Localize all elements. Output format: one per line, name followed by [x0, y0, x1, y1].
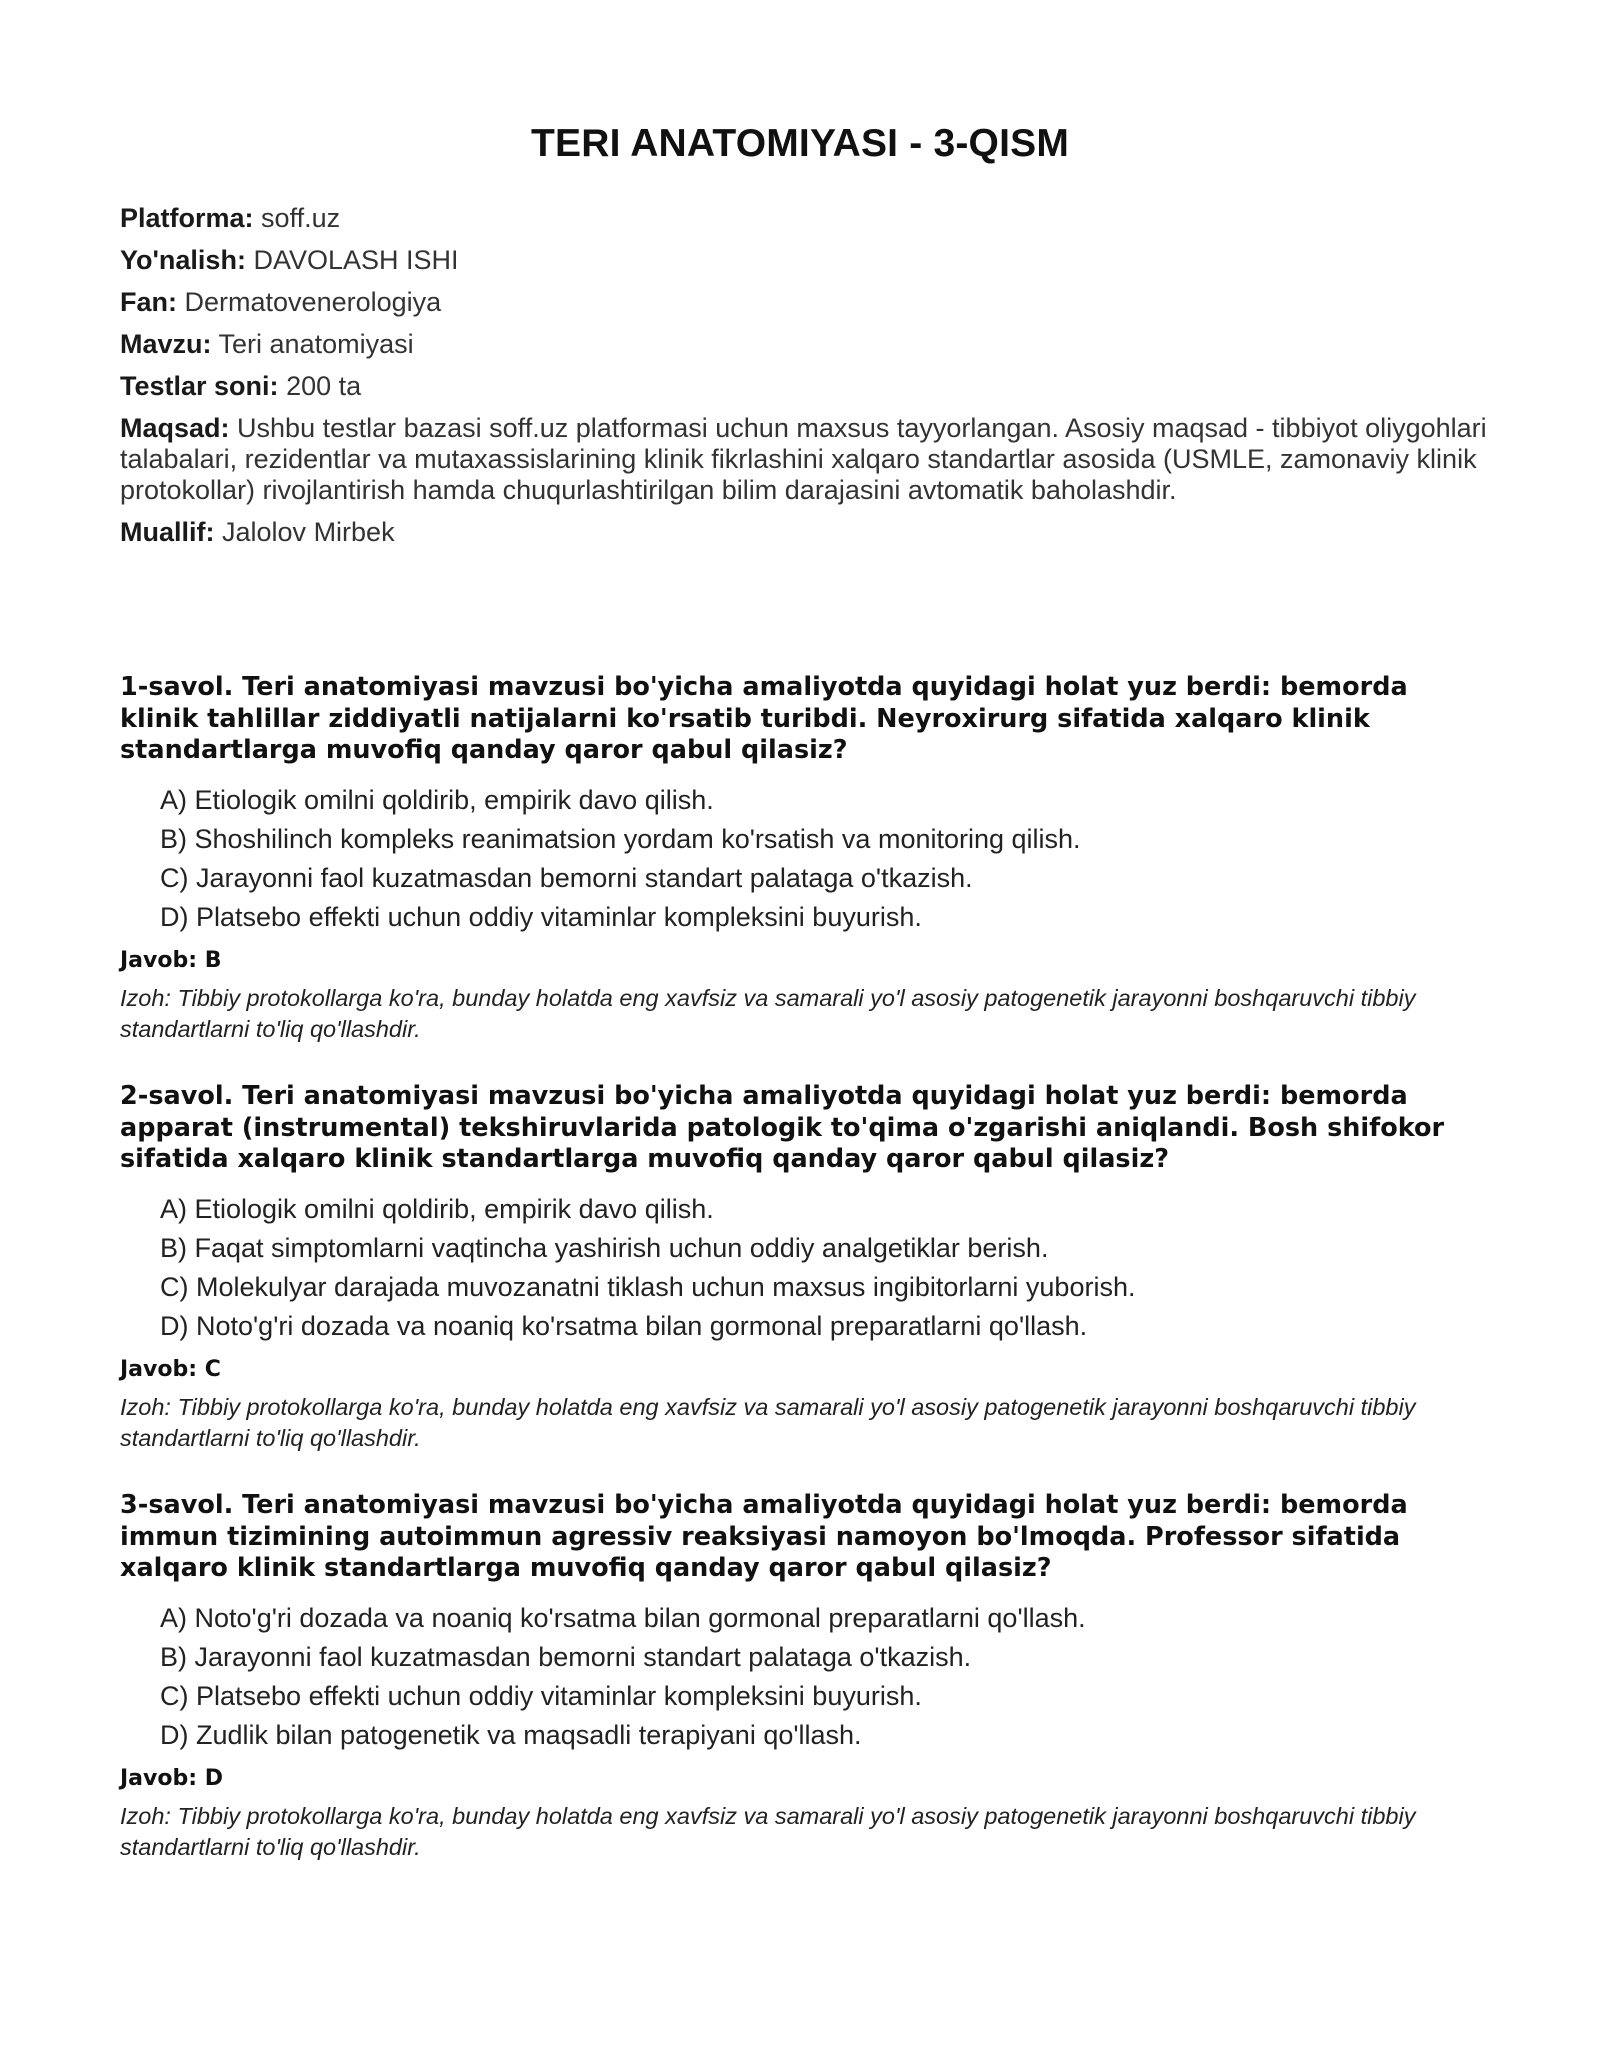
option-a: A) Noto'g'ri dozada va noaniq ko'rsatma bilan gormonal preparatlarni qo'llash. — [160, 1602, 1086, 1633]
meta-value: 200 ta — [286, 371, 362, 401]
option-list — [120, 785, 1490, 932]
meta-platforma — [120, 203, 1490, 234]
option-c: C) Platsebo effekti uchun oddiy vitaminlar kompleksini buyurish. — [160, 1680, 922, 1711]
option-d: D) Noto'g'ri dozada va noaniq ko'rsatma bilan gormonal preparatlarni qo'llash. — [160, 1310, 1088, 1341]
meta-fan — [120, 287, 1490, 318]
option-b: B) Jarayonni faol kuzatmasdan bemorni standart palataga o'tkazish. — [160, 1641, 972, 1672]
explanation-text: Izoh: Tibbiy protokollarga ko'ra, bunday holatda eng xavfsiz va samarali yo'l asosiy patogenetik jarayonni boshqaruvchi tibbiy standartlarni to'liq qo'llashdir. — [120, 1393, 1416, 1451]
option-c: C) Jarayonni faol kuzatmasdan bemorni standart palataga o'tkazish. — [160, 862, 973, 893]
explanation-text: Izoh: Tibbiy protokollarga ko'ra, bunday holatda eng xavfsiz va samarali yo'l asosiy patogenetik jarayonni boshqaruvchi tibbiy standartlarni to'liq qo'llashdir. — [120, 984, 1416, 1042]
answer-label: Javob: B — [120, 947, 222, 973]
meta-key: Platforma: — [120, 203, 254, 233]
option-list — [120, 1194, 1490, 1341]
meta-yonalish — [120, 245, 1490, 276]
option-a: A) Etiologik omilni qoldirib, empirik davo qilish. — [160, 784, 714, 815]
meta-key: Maqsad: — [120, 413, 230, 443]
meta-value: Teri anatomiyasi — [218, 329, 414, 359]
option-d: D) Platsebo effekti uchun oddiy vitaminlar kompleksini buyurish. — [160, 901, 922, 932]
option-b: B) Faqat simptomlarni vaqtincha yashirish uchun oddiy analgetiklar berish. — [160, 1232, 1049, 1263]
meta-mavzu — [120, 329, 1490, 360]
meta-value: soff.uz — [261, 203, 341, 233]
meta-maqsad — [120, 413, 1490, 506]
meta-key: Testlar soni: — [120, 371, 279, 401]
option-d: D) Zudlik bilan patogenetik va maqsadli terapiyani qo'llash. — [160, 1719, 862, 1750]
meta-testlar-soni — [120, 371, 1490, 402]
meta-key: Yo'nalish: — [120, 245, 246, 275]
question-list — [120, 672, 1490, 1899]
meta-value: Ushbu testlar bazasi soff.uz platformasi uchun maxsus tayyorlangan. Asosiy maqsad - tibbiyot oliygohlari talabalari, rezidentlar va mutaxassislarining klinik fikrlashini xalqaro standartlar asosida (USMLE, zamonaviy klinik protokollar) rivojlantirish hamda chuqurlashtirilgan bilim darajasini avtomatik baholashdir. — [120, 413, 1487, 505]
meta-value: Jalolov Mirbek — [222, 517, 395, 547]
answer-label: Javob: D — [120, 1765, 223, 1791]
meta-key: Muallif: — [120, 517, 215, 547]
question-text: 2-savol. Teri anatomiyasi mavzusi bo'yicha amaliyotda quyidagi holat yuz berdi: bemorda apparat (instrumental) tekshiruvlarida patologik to'qima o'zgarishi aniqlandi. Bosh shifokor sifatida xalqaro klinik standartlarga muvofiq qanday qaror qabul qilasiz? — [120, 1081, 1445, 1174]
question-item — [120, 1081, 1490, 1490]
question-item — [120, 1490, 1490, 1899]
meta-value: DAVOLASH ISHI — [253, 245, 459, 275]
meta-key: Mavzu: — [120, 329, 212, 359]
question-item — [120, 672, 1490, 1081]
page-title: TERI ANATOMIYASI - 3-QISM — [530, 122, 1070, 165]
meta-muallif — [120, 517, 1490, 548]
question-text: 1-savol. Teri anatomiyasi mavzusi bo'yicha amaliyotda quyidagi holat yuz berdi: bemorda klinik tahlillar ziddiyatli natijalarni ko'rsatib turibdi. Neyroxirurg sifatida xalqaro klinik standartlarga muvofiq qanday qaror qabul qilasiz? — [120, 672, 1408, 765]
meta-value: Dermatovenerologiya — [184, 287, 442, 317]
metadata-block — [120, 203, 1490, 559]
option-a: A) Etiologik omilni qoldirib, empirik davo qilish. — [160, 1193, 714, 1224]
question-text: 3-savol. Teri anatomiyasi mavzusi bo'yicha amaliyotda quyidagi holat yuz berdi: bemorda immun tizimining autoimmun agressiv reaksiyasi namoyon bo'lmoqda. Professor sifatida xalqaro klinik standartlarga muvofiq qanday qaror qabul qilasiz? — [120, 1490, 1408, 1583]
meta-key: Fan: — [120, 287, 177, 317]
option-list — [120, 1603, 1490, 1750]
answer-label: Javob: C — [120, 1356, 221, 1382]
option-c: C) Molekulyar darajada muvozanatni tiklash uchun maxsus ingibitorlarni yuborish. — [160, 1271, 1136, 1302]
option-b: B) Shoshilinch kompleks reanimatsion yordam ko'rsatish va monitoring qilish. — [160, 823, 1081, 854]
explanation-text: Izoh: Tibbiy protokollarga ko'ra, bunday holatda eng xavfsiz va samarali yo'l asosiy patogenetik jarayonni boshqaruvchi tibbiy standartlarni to'liq qo'llashdir. — [120, 1802, 1416, 1860]
